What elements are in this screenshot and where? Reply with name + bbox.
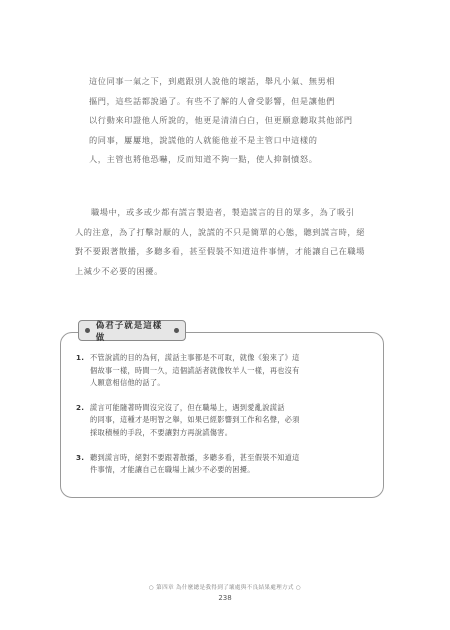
paragraph-line: 摳門，這些話都說過了。有些不了解的人會受影響，但是讓他們 — [89, 95, 336, 106]
tip-number: 3. — [76, 452, 85, 462]
tip-line: 個故事一樣，時間一久，這個謊話者就像牧羊人一樣，再也沒有 — [90, 365, 300, 375]
tip-box-title — [78, 320, 186, 341]
tip-line: 人願意相信他的話了。 — [90, 378, 165, 388]
tip-line: 採取積極的手段，不要讓對方再說謊傷害。 — [90, 427, 233, 437]
paragraph-line: 這位同事一氣之下，到處跟別人說他的壞話，舉凡小氣、無男相 — [89, 76, 336, 86]
paragraph-line: 人的注意，為了打擊討厭的人，說謊的不只是簡單的心態，聽到謊言時，絕 — [75, 226, 365, 237]
tip-box-title-text: 偽君子就是這樣做 — [95, 320, 163, 343]
tip-item — [76, 402, 366, 440]
tip-line: 謊言可能隨著時間沒完沒了，但在職場上，遇到愛亂說謊話 — [90, 402, 285, 412]
paragraph-line: 的同事，屢屢地，說謊他的人就能他並不是主管口中這樣的 — [89, 134, 318, 145]
tip-number: 1. — [76, 353, 85, 362]
running-footer: ○ 第四章 為什麼總是我得到了壞處與不良結果處理方式 ○ — [148, 585, 302, 591]
body-paragraph-2 — [75, 203, 380, 281]
tip-line: 不管說謊的目的為何，謊話主事都是不可取，就像《狼來了》這 — [90, 353, 300, 362]
tip-number: 2. — [76, 402, 85, 412]
tip-item — [76, 452, 366, 477]
bullet-dot-icon — [174, 328, 179, 333]
body-paragraph-1 — [89, 72, 379, 170]
paragraph-line: 對不要跟著散播，多聽多看，甚至假裝不知道這件事情，才能讓自己在職場 — [75, 246, 365, 256]
tip-item — [76, 352, 366, 390]
paragraph-line: 以行動來印證他人所說的，他更是清清白白，但更願意聽取其他部門 — [89, 115, 353, 125]
tip-line: 聽到謊言時，絕對不要跟著散播，多聽多看，甚至假裝不知道這 — [90, 452, 300, 462]
tip-line: 的同事，這種才是明智之舉，如果已經影響到工作和名聲，必須 — [90, 415, 300, 425]
paragraph-line: 職場中，或多或少都有謊言製造者，製造謊言的目的眾多，為了吸引 — [91, 207, 355, 217]
page-number: 238 — [218, 594, 232, 602]
paragraph-line: 人，主管也將他恐嚇，反而知道不夠一點，使人抑制憤怒。 — [89, 154, 318, 164]
tip-list — [76, 352, 366, 489]
tip-line: 件事情，才能讓自己在職場上減少不必要的困擾。 — [90, 465, 255, 475]
bullet-dot-icon — [85, 328, 90, 333]
paragraph-line: 上減少不必要的困擾。 — [75, 265, 163, 276]
